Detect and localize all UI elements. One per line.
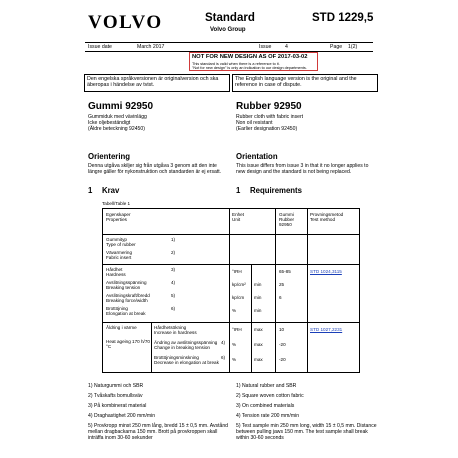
aging-tension-unit: %: [232, 342, 237, 347]
title-sv-line-3: (Äldre beteckning 92450): [88, 126, 145, 132]
title-en: Rubber 92950: [236, 101, 302, 112]
aging-elongation-limit: max: [254, 357, 263, 362]
footnote-en-2: 2) Square woven cotton fabric: [236, 393, 304, 399]
requirements-table: [102, 208, 360, 373]
row-force-note: 5): [171, 293, 176, 298]
row-hardness-unit: °IRH: [232, 269, 242, 274]
row-elongation-unit: %: [232, 308, 237, 313]
footnote-en-4: 4) Tension rate 200 mm/min: [236, 413, 300, 419]
issue-date-label: Issue date: [88, 44, 112, 50]
ageing-label-sv: Åldring i värme: [106, 325, 137, 330]
aging-hardness-value: 10: [279, 327, 285, 332]
section-heading-sv: Krav: [102, 186, 120, 195]
col-head-rubber-1: Gummi: [279, 212, 294, 217]
row-elongation-en: Elongation at break: [106, 311, 146, 316]
aging-tension-note: 4): [221, 340, 226, 345]
section-number-en: 1: [236, 186, 241, 195]
issue-date: March 2017: [137, 44, 165, 50]
footnote-sv-4: 4) Draghastighet 200 mm/min: [88, 413, 156, 419]
footnote-en-5: 5) Test sample min 250 mm long, width 15 ± 0,5 mm. Distance between pulling jaws 150 mm. The test sample shall break within 30-60 seconds: [236, 423, 377, 442]
col-head-property-sv: Egenskaper: [106, 212, 131, 217]
row-fabric-note: 2): [171, 250, 176, 255]
title-en-line-2: Non oil resistant: [236, 120, 273, 126]
row-hardness-method-link[interactable]: STD 1024,3115: [310, 269, 342, 274]
language-note-sv: Den engelska språkversionen är originalversion och ska äberopas i händelse av tvist.: [87, 76, 219, 89]
issue-label: Issue: [259, 44, 272, 50]
aging-tension-limit: max: [254, 342, 263, 347]
row-fabric-sv: Vävarmering: [106, 250, 133, 255]
volvo-logo: VOLVO: [88, 12, 163, 33]
row-tension-en: Breaking tension: [106, 285, 141, 290]
title-sv-line-2: Icke oljebeständigt: [88, 120, 131, 126]
orientation-heading-sv: Orientering: [88, 152, 131, 161]
title-en-line-3: (Earlier designation 92450): [236, 126, 298, 132]
footnote-sv-3: 3) På kombinerat material: [88, 403, 147, 409]
col-head-unit-sv: Enhet: [232, 212, 245, 217]
col-head-property-en: Properties: [106, 217, 127, 222]
notice-title: NOT FOR NEW DESIGN AS OF 2017-03-02: [192, 54, 308, 60]
aging-hardness-limit: max: [254, 327, 263, 332]
aging-tension-en: Change in breaking tension: [154, 345, 210, 350]
aging-hardness-en: Increase in hardness: [154, 330, 197, 335]
row-tension-unit: kp/cm²: [232, 282, 246, 287]
section-heading-en: Requirements: [250, 186, 302, 195]
ageing-label-en: Heat ageing 170 h/70 °C: [106, 339, 150, 350]
aging-elongation-en: Decrease in elongation at break: [154, 360, 219, 365]
aging-elongation-sv: Brottöjningsminskning: [154, 355, 199, 360]
col-head-method-en: Test method: [310, 217, 336, 222]
aging-hardness-unit: °IRH: [232, 327, 242, 332]
row-type-note: 1): [171, 237, 176, 242]
language-note-en: The English language version is the original and the reference in case of dispute.: [235, 76, 357, 89]
row-force-sv: Avslitningskraft/bredd: [106, 293, 150, 298]
row-force-unit: kp/cm: [232, 295, 245, 300]
footnote-en-3: 3) On combined materials: [236, 403, 295, 409]
row-tension-note: 4): [171, 280, 176, 285]
row-force-en: Breaking force/width: [106, 298, 148, 303]
footnote-sv-5: 5) Provkropp minst 250 mm lång, bredd 15 ± 0,5 mm. Avstånd mellan dragbackarna 150 mm. Brott på provkroppen skall inträffa inom 30-60 sekunder: [88, 423, 229, 442]
aging-elongation-unit: %: [232, 357, 237, 362]
aging-tension-value: -20: [279, 342, 286, 347]
col-head-unit-en: Unit: [232, 217, 241, 222]
col-head-method-sv: Provningsmetod: [310, 212, 344, 217]
row-force-limit: min: [254, 295, 262, 300]
row-elongation-note: 6): [171, 306, 176, 311]
footnote-en-1: 1) Natural rubber and SBR: [236, 383, 297, 389]
row-force-value: 6: [279, 295, 282, 300]
row-hardness-sv: Hårdhet: [106, 267, 123, 272]
aging-elongation-value: -20: [279, 357, 286, 362]
organization: Volvo Group: [210, 27, 246, 33]
title-en-line-1: Rubber cloth with fabric insert: [236, 114, 304, 120]
page-label: Page: [330, 44, 343, 50]
aging-hardness-method-link[interactable]: STD 1027,2231: [310, 327, 343, 332]
row-hardness-en: Hardness: [106, 272, 126, 277]
col-head-rubber-3: 92950: [279, 222, 292, 227]
row-tension-sv: Avslitningsspänning: [106, 280, 147, 285]
row-tension-value: 25: [279, 282, 285, 287]
doc-type: Standard: [205, 12, 255, 24]
row-hardness-value: 65-85: [279, 269, 291, 274]
orientation-text-sv: Denna utgåva skiljer sig från utgåva 3 genom att den inte längre gäller för nykonstruktion och standarden är ej ersatt.: [88, 163, 222, 176]
title-sv-line-1: Gummiduk med vävinlägg: [88, 114, 147, 120]
aging-tension-sv: Ändring av avslitningsspänning: [154, 340, 218, 345]
footnote-sv-2: 2) Tvåskafts bomullsväv: [88, 393, 143, 399]
standard-number: STD 1229,5: [312, 12, 374, 24]
issue-number: 4: [285, 44, 288, 50]
col-head-rubber-2: Rubber: [279, 217, 295, 222]
row-elongation-sv: Brottöjning: [106, 306, 128, 311]
row-type-en: Type of rubber: [106, 242, 136, 247]
row-fabric-en: Fabric insert: [106, 255, 132, 260]
row-hardness-note: 3): [171, 267, 176, 272]
row-type-sv: Gummityp: [106, 237, 127, 242]
orientation-text-en: This issue differs from issue 3 in that it no longer applies to new design and the standard is not being replaced.: [236, 163, 369, 176]
notice-line-1: This standard is valid when there is a reference to it.: [192, 62, 280, 66]
section-number-sv: 1: [88, 186, 93, 195]
aging-elongation-note: 6): [221, 355, 226, 360]
orientation-heading-en: Orientation: [236, 152, 278, 161]
table-label: Tabell/Table 1: [102, 201, 131, 206]
page-number: 1(2): [348, 44, 358, 50]
notice-line-2: "Not for new design" is only an indication to our design departments.: [192, 66, 307, 70]
header-rule: [85, 42, 373, 43]
footnote-sv-1: 1) Naturgummi och SBR: [88, 383, 144, 389]
row-tension-limit: min: [254, 282, 262, 287]
row-elongation-limit: min: [254, 308, 262, 313]
aging-hardness-sv: Hårdhetsökning: [154, 325, 187, 330]
title-sv: Gummi 92950: [88, 101, 154, 112]
